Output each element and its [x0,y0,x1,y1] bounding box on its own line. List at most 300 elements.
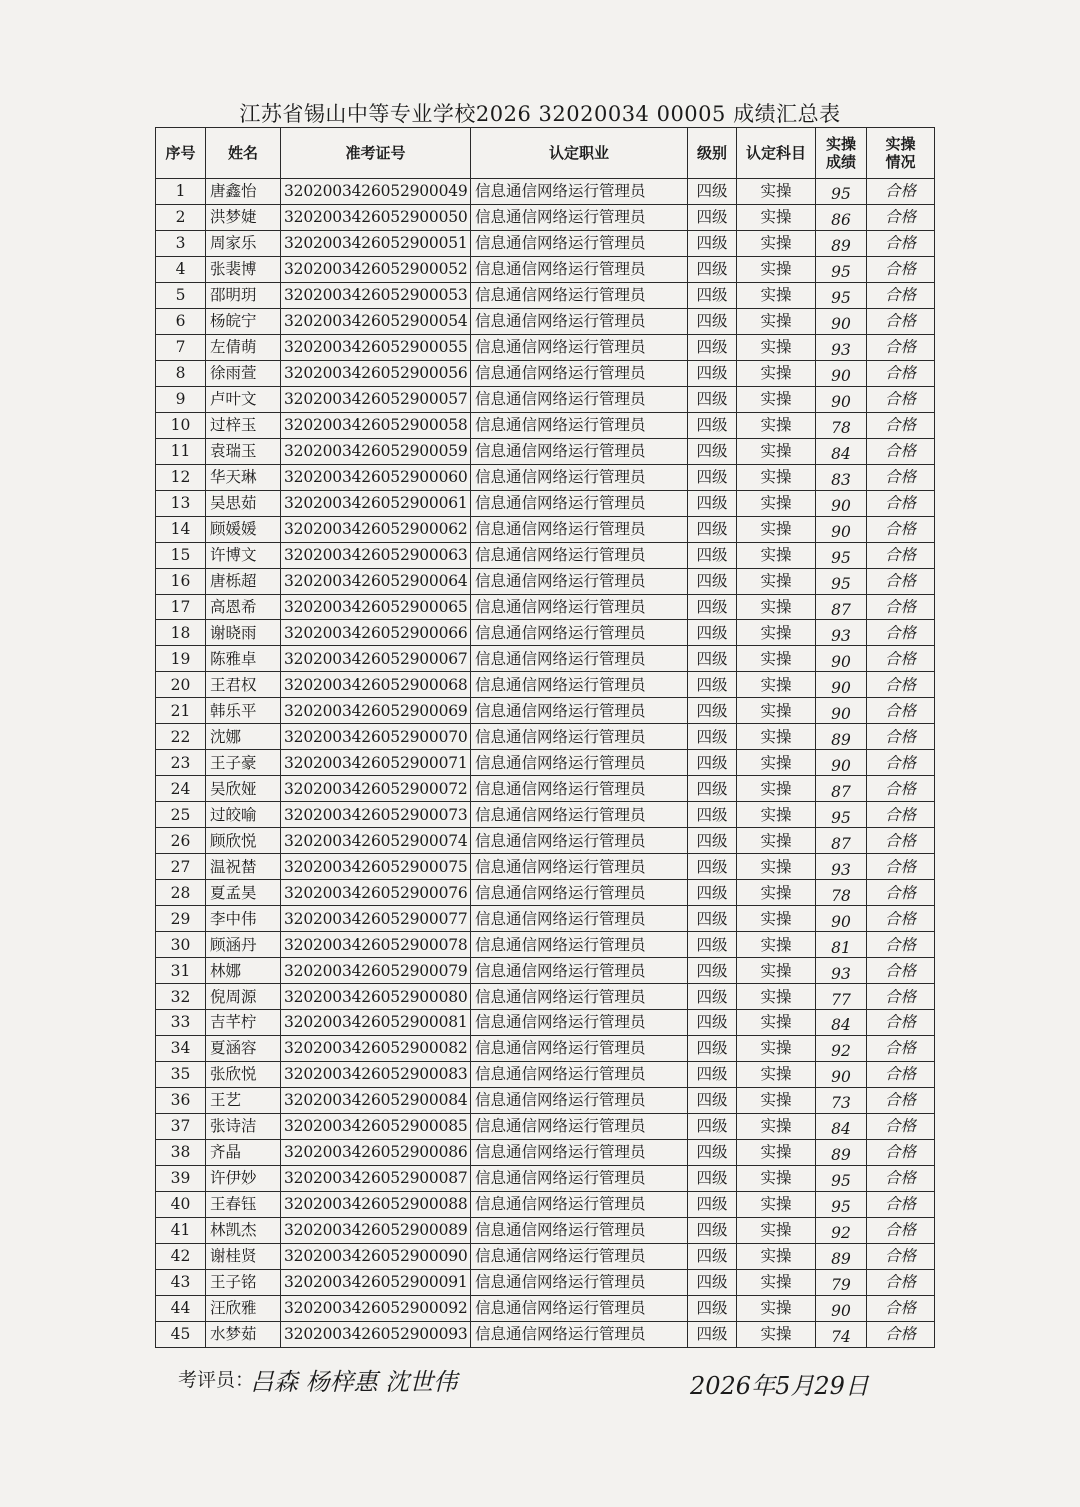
examiner-signatures: 吕森 杨梓惠 沈世伟 [250,1368,458,1396]
cell-subject: 实操 [737,1035,816,1061]
cell-subject: 实操 [737,1165,816,1191]
table-row [156,204,935,230]
cell-ticket-no: 3202003426052900051 [281,230,471,256]
cell-ticket-no: 3202003426052900077 [281,906,471,932]
cell-name: 许博文 [206,542,281,568]
cell-name: 倪周源 [206,984,281,1010]
cell-ticket-no: 3202003426052900062 [281,516,471,542]
cell-score: 95 [816,1194,867,1220]
cell-index: 34 [156,1035,206,1061]
cell-result: 合格 [867,646,935,672]
cell-level: 四级 [688,906,737,932]
cell-ticket-no: 3202003426052900089 [281,1217,471,1243]
cell-index: 16 [156,568,206,594]
cell-score: 89 [816,727,867,753]
cell-index: 8 [156,360,206,386]
cell-result: 合格 [867,568,935,594]
cell-score: 87 [816,831,867,857]
cell-index: 36 [156,1087,206,1113]
cell-occupation: 信息通信网络运行管理员 [471,776,688,802]
cell-name: 陈雅卓 [206,646,281,672]
table-row [156,724,935,750]
cell-name: 汪欣雅 [206,1295,281,1321]
cell-name: 顾媛媛 [206,516,281,542]
cell-subject: 实操 [737,1295,816,1321]
cell-index: 25 [156,802,206,828]
cell-name: 王春钰 [206,1191,281,1217]
cell-occupation: 信息通信网络运行管理员 [471,1113,688,1139]
cell-result: 合格 [867,698,935,724]
cell-level: 四级 [688,334,737,360]
cell-score: 73 [816,1090,867,1116]
cell-index: 20 [156,672,206,698]
cell-result: 合格 [867,1165,935,1191]
cell-level: 四级 [688,490,737,516]
cell-result: 合格 [867,1321,935,1347]
cell-subject: 实操 [737,386,816,412]
cell-occupation: 信息通信网络运行管理员 [471,594,688,620]
cell-ticket-no: 3202003426052900078 [281,932,471,958]
cell-name: 张欣悦 [206,1061,281,1087]
cell-result: 合格 [867,1139,935,1165]
cell-score: 90 [816,753,867,779]
cell-subject: 实操 [737,334,816,360]
cell-subject: 实操 [737,412,816,438]
cell-name: 张诗洁 [206,1113,281,1139]
cell-score: 95 [816,545,867,571]
col-header-name: 姓名 [206,128,281,179]
table-row [156,256,935,282]
cell-index: 29 [156,906,206,932]
cell-name: 左倩萌 [206,334,281,360]
table-row [156,386,935,412]
cell-ticket-no: 3202003426052900050 [281,204,471,230]
cell-ticket-no: 3202003426052900075 [281,854,471,880]
cell-name: 谢晓雨 [206,620,281,646]
table-row [156,880,935,906]
cell-result: 合格 [867,984,935,1010]
table-row [156,958,935,984]
cell-index: 21 [156,698,206,724]
cell-ticket-no: 3202003426052900072 [281,776,471,802]
cell-level: 四级 [688,308,737,334]
cell-level: 四级 [688,1061,737,1087]
cell-occupation: 信息通信网络运行管理员 [471,672,688,698]
table-row [156,1010,935,1036]
cell-result: 合格 [867,802,935,828]
cell-ticket-no: 3202003426052900049 [281,179,471,205]
cell-score: 84 [816,1013,867,1039]
cell-score: 92 [816,1220,867,1246]
cell-ticket-no: 3202003426052900057 [281,386,471,412]
table-row [156,568,935,594]
cell-score: 74 [816,1324,867,1350]
cell-result: 合格 [867,204,935,230]
cell-score: 90 [816,519,867,545]
cell-level: 四级 [688,958,737,984]
cell-score: 81 [816,935,867,961]
table-body [156,179,935,1348]
cell-score: 93 [816,857,867,883]
col-header-ticket-no: 准考证号 [281,128,471,179]
cell-subject: 实操 [737,1010,816,1036]
cell-ticket-no: 3202003426052900061 [281,490,471,516]
cell-subject: 实操 [737,1191,816,1217]
cell-name: 过梓玉 [206,412,281,438]
cell-name: 林凯杰 [206,1217,281,1243]
cell-result: 合格 [867,750,935,776]
cell-index: 15 [156,542,206,568]
cell-subject: 实操 [737,179,816,205]
cell-name: 许伊妙 [206,1165,281,1191]
cell-result: 合格 [867,308,935,334]
cell-result: 合格 [867,1243,935,1269]
cell-subject: 实操 [737,984,816,1010]
cell-level: 四级 [688,230,737,256]
cell-result: 合格 [867,958,935,984]
cell-score: 90 [816,1298,867,1324]
col-header-level: 级别 [688,128,737,179]
cell-score: 90 [816,649,867,675]
cell-result: 合格 [867,906,935,932]
cell-occupation: 信息通信网络运行管理员 [471,386,688,412]
cell-score: 87 [816,597,867,623]
table-row [156,1217,935,1243]
cell-result: 合格 [867,438,935,464]
table-row [156,984,935,1010]
cell-index: 22 [156,724,206,750]
cell-ticket-no: 3202003426052900074 [281,828,471,854]
cell-ticket-no: 3202003426052900067 [281,646,471,672]
cell-level: 四级 [688,698,737,724]
cell-result: 合格 [867,282,935,308]
table-row [156,1295,935,1321]
page-title: 江苏省锡山中等专业学校2026 32020034 00005 成绩汇总表 [239,102,841,126]
cell-occupation: 信息通信网络运行管理员 [471,360,688,386]
cell-index: 44 [156,1295,206,1321]
cell-score: 78 [816,415,867,441]
cell-name: 温祝榃 [206,854,281,880]
cell-score: 95 [816,1168,867,1194]
cell-subject: 实操 [737,620,816,646]
cell-score: 93 [816,337,867,363]
table-row [156,906,935,932]
table-row [156,1165,935,1191]
cell-name: 齐晶 [206,1139,281,1165]
table-row [156,776,935,802]
cell-level: 四级 [688,1243,737,1269]
cell-occupation: 信息通信网络运行管理员 [471,1243,688,1269]
cell-level: 四级 [688,568,737,594]
cell-ticket-no: 3202003426052900084 [281,1087,471,1113]
cell-name: 袁瑞玉 [206,438,281,464]
table-row [156,334,935,360]
cell-ticket-no: 3202003426052900088 [281,1191,471,1217]
cell-occupation: 信息通信网络运行管理员 [471,542,688,568]
cell-occupation: 信息通信网络运行管理员 [471,282,688,308]
table-row [156,308,935,334]
sign-date: 2026年5月29日 [690,1372,869,1400]
cell-index: 1 [156,179,206,205]
cell-name: 洪梦婕 [206,204,281,230]
cell-ticket-no: 3202003426052900079 [281,958,471,984]
cell-index: 26 [156,828,206,854]
cell-subject: 实操 [737,1139,816,1165]
table-row [156,490,935,516]
cell-occupation: 信息通信网络运行管理员 [471,1321,688,1347]
table-row [156,672,935,698]
cell-level: 四级 [688,204,737,230]
cell-result: 合格 [867,1295,935,1321]
cell-score: 90 [816,311,867,337]
cell-index: 10 [156,412,206,438]
cell-subject: 实操 [737,698,816,724]
cell-ticket-no: 3202003426052900071 [281,750,471,776]
cell-result: 合格 [867,880,935,906]
table-row [156,594,935,620]
cell-occupation: 信息通信网络运行管理员 [471,334,688,360]
cell-occupation: 信息通信网络运行管理员 [471,308,688,334]
table-row [156,360,935,386]
cell-subject: 实操 [737,1321,816,1347]
col-header-subject: 认定科目 [737,128,816,179]
cell-name: 周家乐 [206,230,281,256]
cell-index: 9 [156,386,206,412]
cell-subject: 实操 [737,802,816,828]
cell-occupation: 信息通信网络运行管理员 [471,906,688,932]
cell-occupation: 信息通信网络运行管理员 [471,802,688,828]
cell-occupation: 信息通信网络运行管理员 [471,438,688,464]
cell-occupation: 信息通信网络运行管理员 [471,1010,688,1036]
cell-occupation: 信息通信网络运行管理员 [471,724,688,750]
cell-score: 95 [816,571,867,597]
cell-name: 杨皖宁 [206,308,281,334]
cell-name: 唐鑫怡 [206,179,281,205]
cell-index: 41 [156,1217,206,1243]
table-header-row [156,128,935,179]
cell-name: 吉芊柠 [206,1010,281,1036]
cell-index: 12 [156,464,206,490]
cell-level: 四级 [688,1035,737,1061]
cell-level: 四级 [688,776,737,802]
cell-level: 四级 [688,984,737,1010]
cell-level: 四级 [688,880,737,906]
cell-occupation: 信息通信网络运行管理员 [471,854,688,880]
cell-result: 合格 [867,594,935,620]
cell-ticket-no: 3202003426052900080 [281,984,471,1010]
cell-level: 四级 [688,932,737,958]
cell-occupation: 信息通信网络运行管理员 [471,880,688,906]
table-row [156,1269,935,1295]
cell-index: 19 [156,646,206,672]
cell-ticket-no: 3202003426052900069 [281,698,471,724]
cell-level: 四级 [688,1217,737,1243]
cell-ticket-no: 3202003426052900090 [281,1243,471,1269]
table-row [156,1087,935,1113]
cell-level: 四级 [688,1321,737,1347]
cell-level: 四级 [688,282,737,308]
cell-index: 14 [156,516,206,542]
cell-result: 合格 [867,412,935,438]
cell-ticket-no: 3202003426052900063 [281,542,471,568]
cell-score: 84 [816,1116,867,1142]
cell-occupation: 信息通信网络运行管理员 [471,204,688,230]
table-row [156,179,935,205]
cell-level: 四级 [688,1087,737,1113]
cell-result: 合格 [867,386,935,412]
cell-level: 四级 [688,360,737,386]
cell-ticket-no: 3202003426052900052 [281,256,471,282]
cell-occupation: 信息通信网络运行管理员 [471,1035,688,1061]
table-row [156,1321,935,1347]
cell-result: 合格 [867,464,935,490]
cell-level: 四级 [688,854,737,880]
cell-result: 合格 [867,1269,935,1295]
cell-subject: 实操 [737,672,816,698]
cell-subject: 实操 [737,230,816,256]
cell-index: 37 [156,1113,206,1139]
cell-score: 90 [816,389,867,415]
col-header-score [816,128,867,179]
cell-index: 24 [156,776,206,802]
cell-name: 吴思茹 [206,490,281,516]
cell-name: 王艺 [206,1087,281,1113]
cell-subject: 实操 [737,1217,816,1243]
table-row [156,828,935,854]
cell-result: 合格 [867,1035,935,1061]
cell-result: 合格 [867,828,935,854]
cell-subject: 实操 [737,204,816,230]
cell-occupation: 信息通信网络运行管理员 [471,1217,688,1243]
cell-level: 四级 [688,516,737,542]
table-row [156,1139,935,1165]
cell-index: 30 [156,932,206,958]
cell-occupation: 信息通信网络运行管理员 [471,230,688,256]
cell-name: 卢叶文 [206,386,281,412]
cell-index: 28 [156,880,206,906]
cell-ticket-no: 3202003426052900092 [281,1295,471,1321]
cell-name: 张裴博 [206,256,281,282]
cell-result: 合格 [867,1010,935,1036]
cell-level: 四级 [688,1269,737,1295]
cell-occupation: 信息通信网络运行管理员 [471,984,688,1010]
table-row [156,230,935,256]
cell-result: 合格 [867,179,935,205]
cell-score: 83 [816,467,867,493]
cell-occupation: 信息通信网络运行管理员 [471,698,688,724]
cell-score: 90 [816,701,867,727]
result-header-text: 实操情况 [885,135,916,171]
table-row [156,516,935,542]
cell-score: 90 [816,909,867,935]
cell-name: 水梦茹 [206,1321,281,1347]
cell-ticket-no: 3202003426052900068 [281,672,471,698]
cell-result: 合格 [867,620,935,646]
cell-ticket-no: 3202003426052900081 [281,1010,471,1036]
table-row [156,412,935,438]
cell-occupation: 信息通信网络运行管理员 [471,1191,688,1217]
cell-result: 合格 [867,1217,935,1243]
cell-occupation: 信息通信网络运行管理员 [471,1087,688,1113]
cell-level: 四级 [688,724,737,750]
cell-ticket-no: 3202003426052900093 [281,1321,471,1347]
cell-index: 45 [156,1321,206,1347]
cell-score: 93 [816,623,867,649]
cell-name: 王子铭 [206,1269,281,1295]
cell-subject: 实操 [737,646,816,672]
cell-score: 95 [816,805,867,831]
cell-level: 四级 [688,594,737,620]
cell-occupation: 信息通信网络运行管理员 [471,620,688,646]
cell-ticket-no: 3202003426052900054 [281,308,471,334]
cell-score: 87 [816,779,867,805]
cell-score: 93 [816,961,867,987]
cell-level: 四级 [688,1165,737,1191]
cell-name: 高恩希 [206,594,281,620]
cell-result: 合格 [867,334,935,360]
cell-level: 四级 [688,179,737,205]
cell-subject: 实操 [737,724,816,750]
cell-ticket-no: 3202003426052900066 [281,620,471,646]
cell-name: 吴欣娅 [206,776,281,802]
cell-subject: 实操 [737,1243,816,1269]
cell-score: 90 [816,1064,867,1090]
cell-result: 合格 [867,776,935,802]
cell-ticket-no: 3202003426052900064 [281,568,471,594]
cell-ticket-no: 3202003426052900085 [281,1113,471,1139]
cell-subject: 实操 [737,594,816,620]
table-row [156,802,935,828]
cell-occupation: 信息通信网络运行管理员 [471,1269,688,1295]
cell-name: 李中伟 [206,906,281,932]
cell-subject: 实操 [737,490,816,516]
cell-subject: 实操 [737,1269,816,1295]
cell-score: 95 [816,182,867,208]
cell-occupation: 信息通信网络运行管理员 [471,464,688,490]
cell-index: 6 [156,308,206,334]
cell-subject: 实操 [737,776,816,802]
table-row [156,646,935,672]
cell-name: 徐雨萱 [206,360,281,386]
cell-occupation: 信息通信网络运行管理员 [471,932,688,958]
cell-level: 四级 [688,1295,737,1321]
cell-index: 35 [156,1061,206,1087]
examiner-label: 考评员： [178,1369,255,1391]
cell-score: 95 [816,285,867,311]
cell-ticket-no: 3202003426052900060 [281,464,471,490]
cell-ticket-no: 3202003426052900059 [281,438,471,464]
cell-result: 合格 [867,1191,935,1217]
cell-result: 合格 [867,360,935,386]
cell-subject: 实操 [737,256,816,282]
cell-score: 89 [816,1142,867,1168]
cell-level: 四级 [688,464,737,490]
cell-score: 90 [816,363,867,389]
cell-occupation: 信息通信网络运行管理员 [471,646,688,672]
table-row [156,698,935,724]
cell-occupation: 信息通信网络运行管理员 [471,490,688,516]
cell-name: 邵明玥 [206,282,281,308]
cell-index: 27 [156,854,206,880]
cell-name: 夏涵容 [206,1035,281,1061]
signature-footer [178,1362,938,1422]
cell-occupation: 信息通信网络运行管理员 [471,1061,688,1087]
table-row [156,854,935,880]
cell-ticket-no: 3202003426052900070 [281,724,471,750]
cell-result: 合格 [867,932,935,958]
cell-subject: 实操 [737,464,816,490]
cell-ticket-no: 3202003426052900082 [281,1035,471,1061]
